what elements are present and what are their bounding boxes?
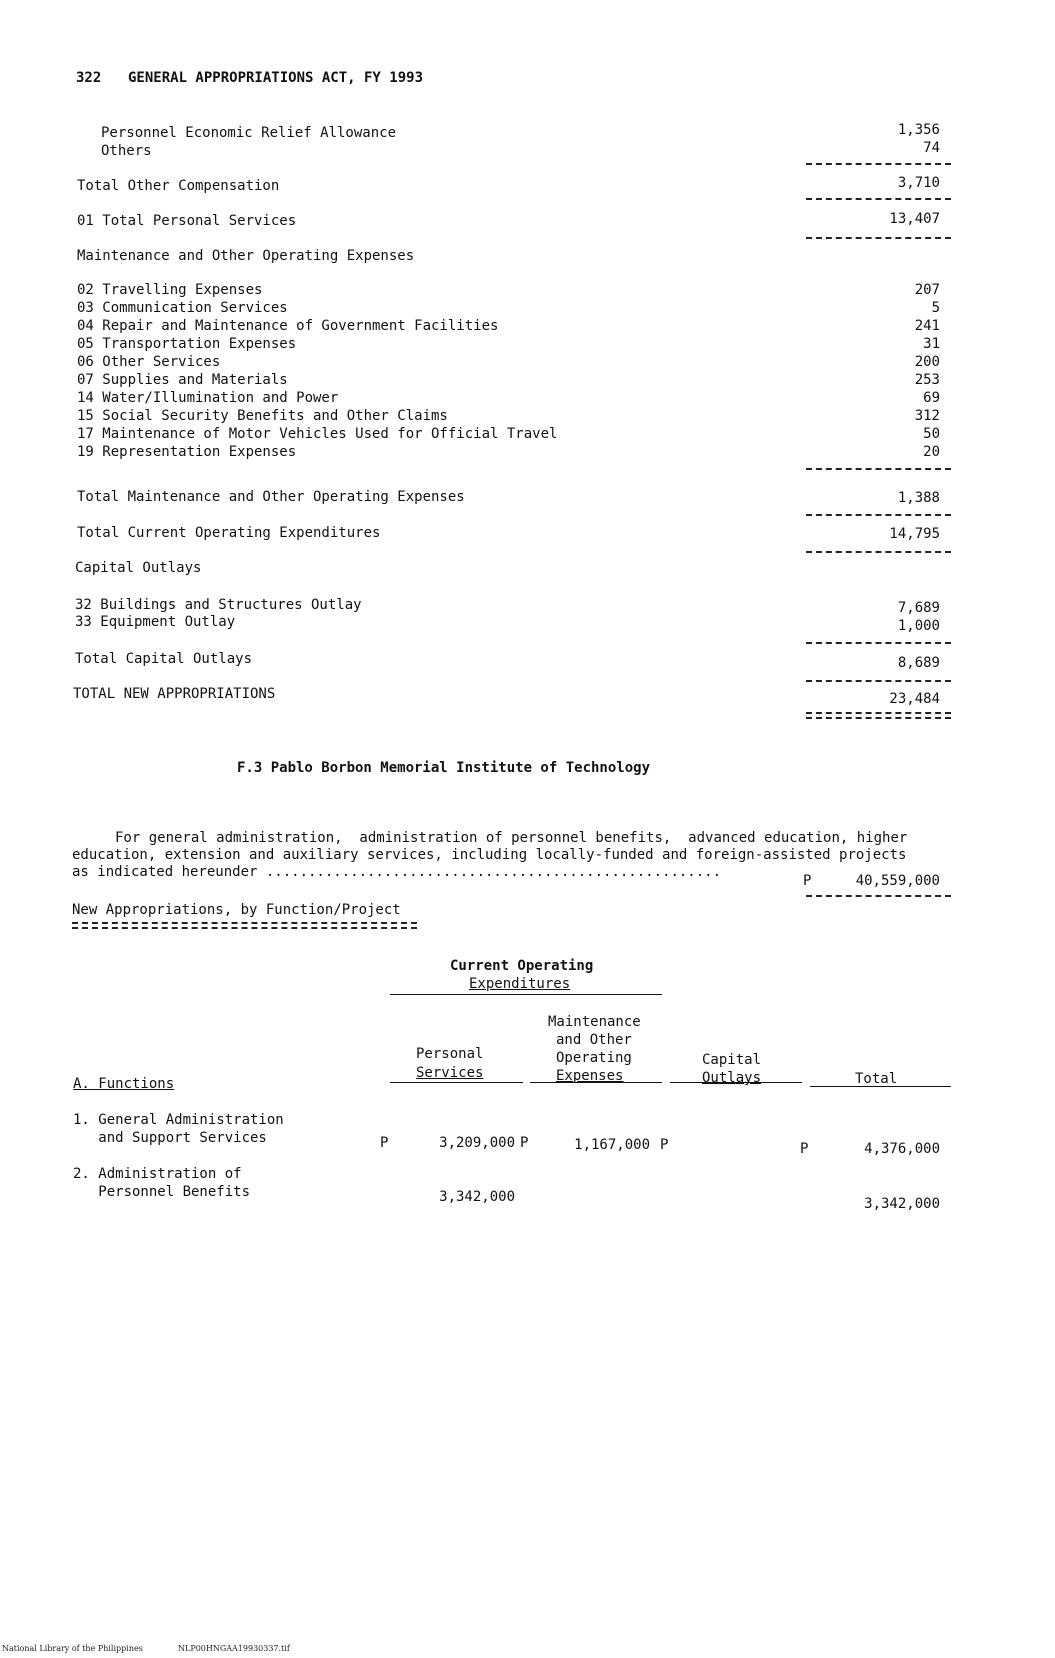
list-item-label: Personnel Economic Relief Allowance bbox=[101, 125, 397, 141]
currency-symbol: P bbox=[660, 1137, 669, 1153]
list-item-amount: 312 bbox=[914, 408, 940, 424]
group-header-underline bbox=[390, 994, 662, 995]
list-item-label: 05 Transportation Expenses bbox=[77, 336, 297, 352]
col-mooe-4: Expenses bbox=[556, 1068, 624, 1084]
mooe-heading: Maintenance and Other Operating Expenses bbox=[77, 248, 415, 264]
list-item-amount: 1,356 bbox=[897, 122, 940, 138]
currency-symbol: P bbox=[800, 1141, 809, 1157]
row-label-1: 1. General Administration bbox=[73, 1112, 284, 1128]
list-item-amount: 200 bbox=[914, 354, 940, 370]
functions-label: A. Functions bbox=[73, 1076, 175, 1092]
list-item-label: 07 Supplies and Materials bbox=[77, 372, 288, 388]
paragraph-line-2: education, extension and auxiliary services, including locally-funded and foreign-assisted projects bbox=[72, 847, 907, 863]
row-personal-amount: 3,209,000 bbox=[439, 1135, 515, 1151]
group-header-line1: Current Operating bbox=[450, 958, 594, 974]
row-label-2: and Support Services bbox=[73, 1130, 267, 1146]
row-label-2: Personnel Benefits bbox=[73, 1184, 251, 1200]
double-divider bbox=[806, 712, 951, 719]
total-personal-label: 01 Total Personal Services bbox=[77, 213, 297, 229]
col-underline bbox=[390, 1082, 523, 1083]
row-total-amount: 3,342,000 bbox=[864, 1196, 940, 1212]
total-new-label: TOTAL NEW APPROPRIATIONS bbox=[73, 686, 276, 702]
row-mooe-amount: 1,167,000 bbox=[574, 1137, 650, 1153]
list-item-amount: 1,000 bbox=[897, 618, 940, 634]
divider bbox=[806, 514, 951, 516]
list-item-amount: 7,689 bbox=[897, 600, 940, 616]
list-item-label: 06 Other Services bbox=[77, 354, 221, 370]
capital-heading: Capital Outlays bbox=[75, 560, 202, 576]
currency-symbol: P bbox=[380, 1135, 389, 1151]
total-capital-amount: 8,689 bbox=[897, 655, 940, 671]
section-title: F.3 Pablo Borbon Memorial Institute of Technology bbox=[237, 760, 651, 776]
total-other-comp-label: Total Other Compensation bbox=[77, 178, 280, 194]
list-item-amount: 241 bbox=[914, 318, 940, 334]
footer-library: National Library of the Philippines bbox=[2, 1644, 143, 1653]
col-capital-2: Outlays bbox=[702, 1070, 762, 1086]
list-item-label: Others bbox=[101, 143, 152, 159]
col-underline bbox=[670, 1082, 802, 1083]
list-item-label: 03 Communication Services bbox=[77, 300, 288, 316]
list-item-label: 17 Maintenance of Motor Vehicles Used for Official Travel bbox=[77, 426, 558, 442]
currency-symbol: P bbox=[520, 1135, 529, 1151]
col-capital-1: Capital bbox=[702, 1052, 762, 1068]
col-underline bbox=[530, 1082, 662, 1083]
list-item-amount: 69 bbox=[923, 390, 940, 406]
total-new-amount: 23,484 bbox=[889, 691, 940, 707]
col-mooe-2: and Other bbox=[556, 1032, 632, 1048]
divider bbox=[806, 198, 951, 200]
total-current-label: Total Current Operating Expenditures bbox=[77, 525, 381, 541]
col-underline bbox=[810, 1086, 951, 1087]
divider bbox=[806, 468, 951, 470]
col-mooe-1: Maintenance bbox=[548, 1014, 641, 1030]
list-item-label: 33 Equipment Outlay bbox=[75, 614, 236, 630]
list-item-label: 14 Water/Illumination and Power bbox=[77, 390, 339, 406]
col-personal-1: Personal bbox=[416, 1046, 484, 1062]
list-item-amount: 253 bbox=[914, 372, 940, 388]
paragraph-line-1: For general administration, administration of personnel benefits, advanced education, higher bbox=[115, 830, 908, 846]
total-current-amount: 14,795 bbox=[889, 526, 940, 542]
list-item-label: 04 Repair and Maintenance of Government Facilities bbox=[77, 318, 499, 334]
new-approp-heading: New Appropriations, by Function/Project bbox=[72, 902, 401, 918]
list-item-amount: 207 bbox=[914, 282, 940, 298]
total-personal-amount: 13,407 bbox=[889, 211, 940, 227]
list-item-amount: 20 bbox=[923, 444, 940, 460]
list-item-amount: 74 bbox=[923, 140, 940, 156]
divider bbox=[806, 237, 951, 239]
row-personal-amount: 3,342,000 bbox=[439, 1189, 515, 1205]
list-item-label: 32 Buildings and Structures Outlay bbox=[75, 597, 362, 613]
paragraph-line-3: as indicated hereunder ...................................................... bbox=[72, 864, 722, 880]
page-title: GENERAL APPROPRIATIONS ACT, FY 1993 bbox=[128, 70, 424, 86]
divider bbox=[806, 163, 951, 165]
row-total-amount: 4,376,000 bbox=[864, 1141, 940, 1157]
list-item-amount: 50 bbox=[923, 426, 940, 442]
total-other-comp-amount: 3,710 bbox=[897, 175, 940, 191]
page-number: 322 bbox=[76, 70, 102, 86]
total-mooe-amount: 1,388 bbox=[897, 490, 940, 506]
list-item-label: 19 Representation Expenses bbox=[77, 444, 297, 460]
divider bbox=[806, 680, 951, 682]
list-item-amount: 5 bbox=[931, 300, 940, 316]
list-item-amount: 31 bbox=[923, 336, 940, 352]
divider bbox=[806, 551, 951, 553]
currency-symbol: P bbox=[803, 873, 812, 889]
row-label-1: 2. Administration of bbox=[73, 1166, 242, 1182]
total-capital-label: Total Capital Outlays bbox=[75, 651, 253, 667]
col-personal-2: Services bbox=[416, 1065, 484, 1081]
list-item-label: 02 Travelling Expenses bbox=[77, 282, 263, 298]
footer-file-id: NLP00HNGAA19930337.tif bbox=[178, 1644, 290, 1653]
heading-double-underline bbox=[72, 922, 417, 929]
paragraph-amount: 40,559,000 bbox=[855, 873, 940, 889]
col-mooe-3: Operating bbox=[556, 1050, 632, 1066]
divider bbox=[806, 895, 951, 897]
group-header-line2: Expenditures bbox=[469, 976, 571, 992]
divider bbox=[806, 642, 951, 644]
col-total: Total bbox=[855, 1071, 898, 1087]
total-mooe-label: Total Maintenance and Other Operating Expenses bbox=[77, 489, 465, 505]
list-item-label: 15 Social Security Benefits and Other Claims bbox=[77, 408, 448, 424]
